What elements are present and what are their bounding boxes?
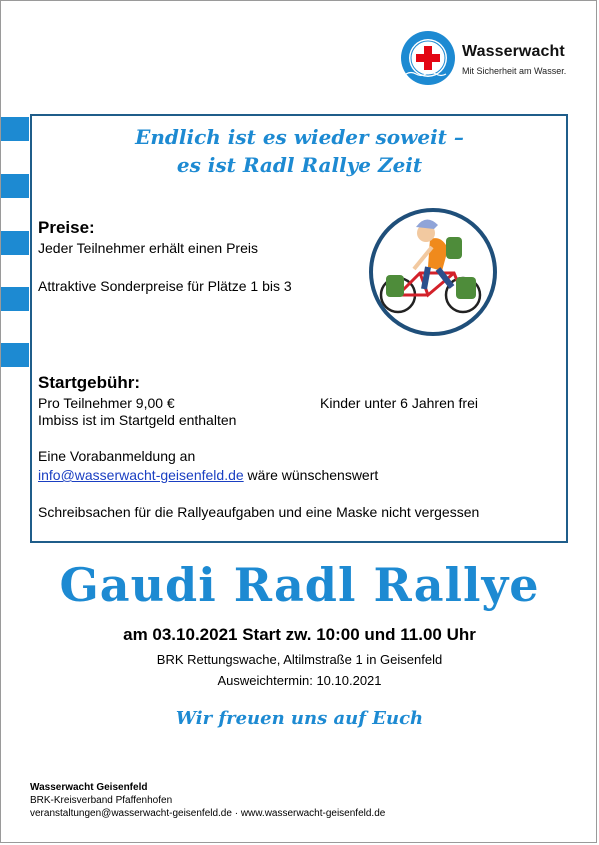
- fee-children: Kinder unter 6 Jahren frei: [320, 395, 478, 411]
- logo-claim: Mit Sicherheit am Wasser.: [462, 66, 567, 76]
- fee-snack: Imbiss ist im Startgeld enthalten: [38, 412, 237, 428]
- registration-line2: [38, 467, 378, 483]
- footer-assoc: BRK-Kreisverband Pfaffenhofen: [30, 795, 173, 806]
- footer-contact: veranstaltungen@wasserwacht-geisenfeld.de · www.wasserwacht-geisenfeld.de: [30, 808, 386, 819]
- registration-line1: Eine Vorabanmeldung an: [38, 448, 196, 464]
- fee-per-person: Pro Teilnehmer 9,00 €: [38, 395, 175, 411]
- stripe-block: [1, 287, 29, 311]
- fee-title: Startgebühr:: [38, 373, 140, 392]
- event-date-line: am 03.10.2021 Start zw. 10:00 und 11.00 Uhr: [123, 625, 476, 644]
- stripe-block: [1, 174, 29, 198]
- reminder-text: Schreibsachen für die Rallyeaufgaben und eine Maske nicht vergessen: [38, 504, 480, 520]
- registration-email-link[interactable]: info@wasserwacht-geisenfeld.de: [38, 467, 244, 483]
- headline-line2: es ist Radl Rallye Zeit: [176, 153, 423, 177]
- wasserwacht-seal-icon: [400, 30, 456, 86]
- headline-line1: Endlich ist es wieder soweit –: [135, 125, 464, 149]
- stripe-block: [1, 231, 29, 255]
- wasserwacht-logo: [400, 30, 580, 88]
- event-title: Gaudi Radl Rallye: [59, 558, 540, 612]
- prizes-line2: Attraktive Sonderpreise für Plätze 1 bis 3: [38, 278, 292, 294]
- logo-name: Wasserwacht: [462, 43, 565, 60]
- footer-org: Wasserwacht Geisenfeld: [30, 782, 148, 793]
- stripe-block: [1, 343, 29, 367]
- welcome-text: Wir freuen uns auf Euch: [175, 708, 424, 729]
- event-location: BRK Rettungswache, Altilmstraße 1 in Geisenfeld: [156, 652, 443, 667]
- prizes-line1: Jeder Teilnehmer erhält einen Preis: [38, 240, 258, 256]
- event-alt-date: Ausweichtermin: 10.10.2021: [217, 673, 382, 688]
- cyclist-illustration-icon: [368, 197, 498, 347]
- prizes-title: Preise:: [38, 218, 95, 237]
- registration-suffix: wäre wünschenswert: [243, 467, 379, 483]
